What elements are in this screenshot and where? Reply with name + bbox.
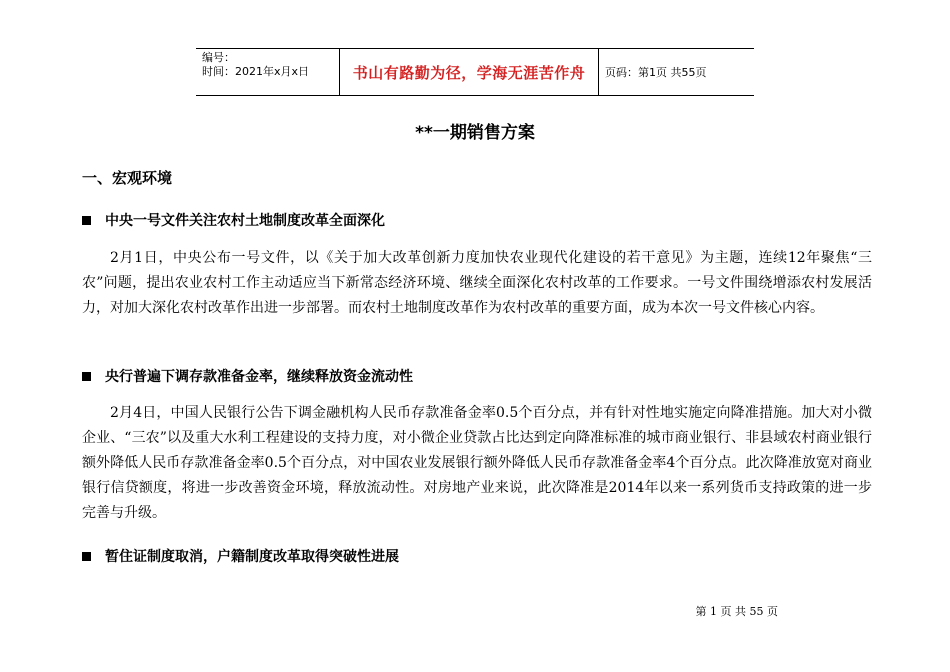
section-heading: 一、宏观环境 (82, 169, 173, 187)
subsection-heading-2 (82, 366, 413, 386)
page-header (196, 48, 754, 96)
paragraph-1: 2月1日，中央公布一号文件，以《关于加大改革创新力度加快农业现代化建设的若干意见》为主题，连续12年聚焦“三农”问题，提出农业农村工作主动适应当下新常态经济环境、继续全面深化农村改革的工作要求。一号文件围绕增添农村发展活力，对加大深化农村改革作出进一步部署。而农村土地制度改革作为农村改革的重要方面，成为本次一号文件核心内容。 (82, 250, 872, 316)
header-motto: 书山有路勤为径，学海无涯苦作舟 (339, 49, 599, 95)
number-label: 编号： (202, 51, 235, 64)
subsection-heading-3 (82, 546, 399, 566)
square-bullet-icon (82, 216, 91, 225)
header-page-label: 页码：第1页 共55页 (605, 66, 707, 79)
header-meta (196, 49, 339, 95)
subsection-heading-1 (82, 210, 385, 230)
document-title: **一期销售方案 (415, 123, 535, 143)
paragraph-2: 2月4日，中国人民银行公告下调金融机构人民币存款准备金率0.5个百分点，并有针对性地实施定向降准措施。加大对小微企业、“三农”以及重大水利工程建设的支持力度，对小微企业贷款占比达到定向降准标准的城市商业银行、非县域农村商业银行额外降低人民币存款准备金率0.5个百分点，对中国农业发展银行额外降低人民币存款准备金率4个百分点。此次降准放宽对商业银行信贷额度，将进一步改善资金环境，释放流动性。对房地产业来说，此次降准是2014年以来一系列货币支持政策的进一步完善与升级。 (82, 405, 872, 521)
subsection-heading-text: 中央一号文件关注农村土地制度改革全面深化 (105, 213, 385, 229)
subsection-heading-text: 央行普遍下调存款准备金率，继续释放资金流动性 (105, 369, 413, 385)
time-label: 时间：2021年x月x日 (202, 65, 310, 78)
square-bullet-icon (82, 552, 91, 561)
page-footer: 第 1 页 共 55 页 (695, 605, 778, 618)
subsection-heading-text: 暂住证制度取消，户籍制度改革取得突破性进展 (105, 549, 399, 565)
square-bullet-icon (82, 372, 91, 381)
